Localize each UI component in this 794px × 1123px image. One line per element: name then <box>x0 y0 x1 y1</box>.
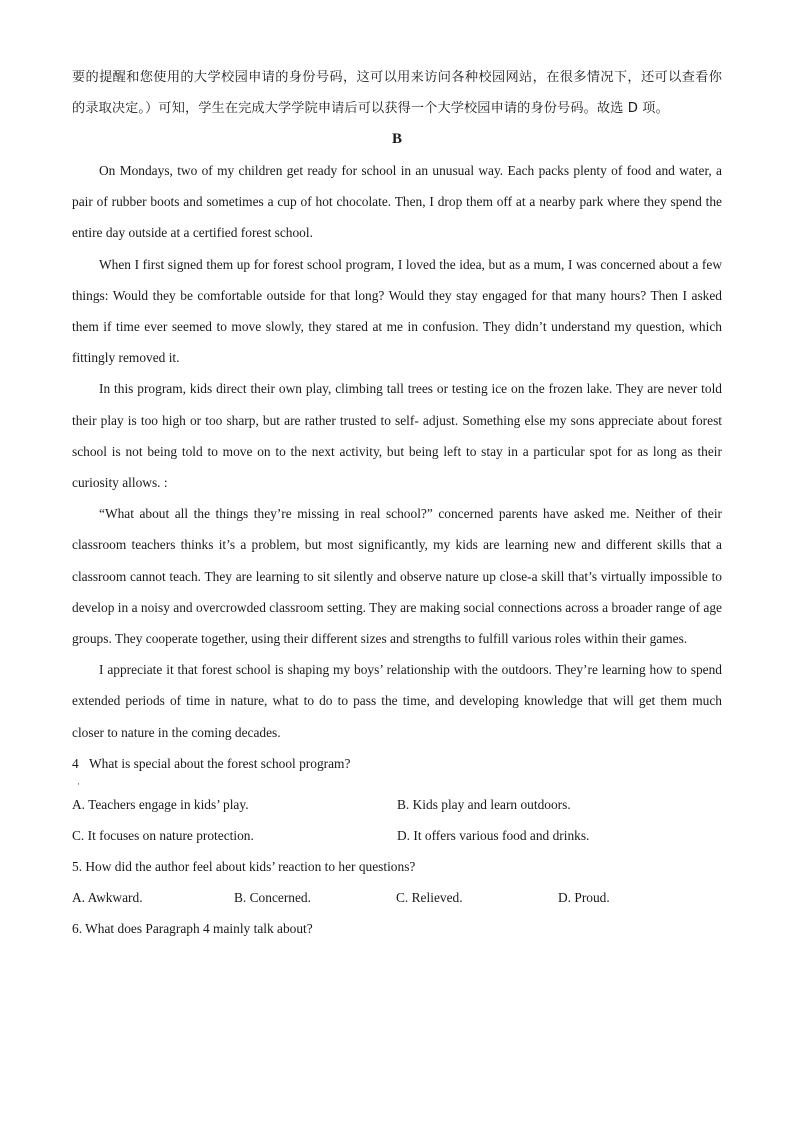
question-5-option-b[interactable]: B. Concerned. <box>234 889 311 905</box>
question-4-option-d[interactable]: D. It offers various food and drinks. <box>397 827 590 843</box>
question-6-stem: 6. What does Paragraph 4 mainly talk about? <box>72 920 313 936</box>
passage-paragraph-2: When I first signed them up for forest school program, I loved the idea, but as a mum, I was concerned about a few things: Would they be comfortable outside for that long? Would they stay engaged for that many hours? Then I asked them if time ever seemed to move slowly, they stared at me in confusion. They didn’t understand my question, which fittingly removed it. <box>72 256 722 366</box>
passage-paragraph-4: “What about all the things they’re missing in real school?” concerned parents have asked me. Neither of their classroom teachers thinks it’s a problem, but most significantly, my kids are learning new and different skills that a classroom cannot teach. They are learning to sit silently and observe nature up close-a skill that’s virtually impossible to develop in a noisy and overcrowded classroom setting. They are making social connections across a broader range of age groups. They cooperate together, using their different sizes and strengths to fulfill various roles within their games. <box>72 506 722 647</box>
passage-paragraph-5: I appreciate it that forest school is shaping my boys’ relationship with the outdoors. They’re learning how to spend extended periods of time in nature, what to do to pass the time, and developing knowledge that will get them much closer to nature in the coming decades. <box>72 662 722 740</box>
question-4-options-row-1 <box>72 789 722 820</box>
question-5-option-d[interactable]: D. Proud. <box>558 889 610 905</box>
stray-dot: · <box>77 778 80 789</box>
question-4-text: What is special about the forest school program? <box>89 755 351 771</box>
question-4-option-a[interactable]: A. Teachers engage in kids’ play. <box>72 796 249 812</box>
passage-paragraph-3: In this program, kids direct their own play, climbing tall trees or testing ice on the frozen lake. They are never told their play is too high or too sharp, but are rather trusted to self- adjust. Something else my sons appreciate about forest school is not being told to move on to the next activity, but being left to stay in a particular spot for as long as their curiosity allows. : <box>72 381 722 491</box>
question-4-number: 4 <box>72 755 79 771</box>
question-4 <box>72 748 722 851</box>
question-4-option-b[interactable]: B. Kids play and learn outdoors. <box>397 796 571 812</box>
question-4-options-row-2 <box>72 820 722 851</box>
question-6 <box>72 913 722 944</box>
document-page <box>72 62 722 944</box>
question-5-options <box>72 882 722 913</box>
question-4-option-c[interactable]: C. It focuses on nature protection. <box>72 827 254 843</box>
question-5 <box>72 851 722 913</box>
question-5-option-c[interactable]: C. Relieved. <box>396 889 463 905</box>
question-5-option-a[interactable]: A. Awkward. <box>72 889 143 905</box>
question-5-stem: 5. How did the author feel about kids’ reaction to her questions? <box>72 858 416 874</box>
passage-paragraph-1: On Mondays, two of my children get ready for school in an unusual way. Each packs plenty of food and water, a pair of rubber boots and sometimes a cup of hot chocolate. Then, I drop them off at a nearby park where they spend the entire day outside at a certified forest school. <box>72 163 722 241</box>
section-heading: B <box>391 131 402 147</box>
answer-explanation-text: 要的提醒和您使用的大学校园申请的身份号码，这可以用来访问各种校园网站，在很多情况下，还可以查看你的录取决定。）可知，学生在完成大学学院申请后可以获得一个大学校园申请的身份号码。故选 D 项。 <box>72 70 722 116</box>
question-4-stem <box>72 748 722 779</box>
